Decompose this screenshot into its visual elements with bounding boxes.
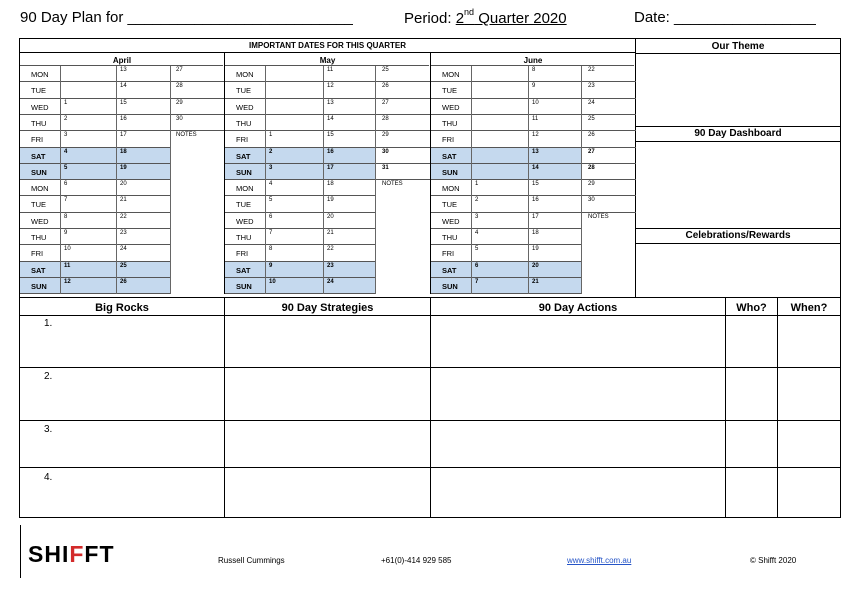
day-number: 19 [327,197,334,204]
day-number: 14 [532,164,539,171]
day-number: 21 [327,230,334,236]
day-number: 5 [64,164,68,171]
day-number: 5 [269,197,273,204]
calendar-day-row [225,180,375,196]
day-number: 6 [64,181,68,188]
calendar-day-row [225,115,375,131]
day-number: 8 [269,246,273,253]
calendar-day-row [225,148,375,164]
period-value [455,7,567,27]
day-number: 29 [588,181,595,188]
day-number: 17 [120,132,127,139]
day-name: THU [236,233,252,242]
calendar-day-row [20,229,170,245]
calendar-day-row [225,131,375,147]
day-number: 30 [588,197,595,204]
calendar-day-row [20,164,170,180]
notes-label: NOTES [588,213,609,220]
day-name: SUN [442,167,458,177]
day-number: 1 [475,181,479,188]
day-number: 24 [327,278,334,285]
day-number: 30 [176,115,183,122]
day-name: THU [442,118,458,128]
day-number: 8 [64,213,68,220]
day-number: 7 [64,197,68,204]
day-name: MON [442,70,460,79]
plan-row-rule-1 [20,367,841,368]
day-number: 22 [327,246,334,253]
plan-row-rule-2 [20,420,841,421]
col-divider-who [725,298,726,518]
day-name: SUN [236,167,252,177]
calendar-day-row [431,66,581,82]
day-number: 13 [532,148,539,155]
day-name: TUE [442,200,457,210]
calendar-col-line [265,66,266,294]
period-suffix: nd [464,7,475,17]
day-number: 16 [532,197,539,204]
dashboard-title: 90 Day Dashboard [694,128,782,139]
day-number: 25 [120,262,127,269]
day-number: 15 [327,132,334,139]
calendar-day-row [431,278,581,294]
day-number: 29 [176,99,183,106]
footer-copyright: © Shifft 2020 [750,556,797,565]
day-name: SAT [31,265,46,275]
period-ordinal: 2 [455,10,465,27]
calendar-day-row [431,213,581,229]
day-number: 12 [327,83,334,90]
calendar-day-row [225,229,375,245]
calendar-day-row [431,245,581,261]
period-field [404,9,567,27]
calendar-col-line [375,66,376,294]
footer-name: Russell Cummings [218,556,285,565]
day-number: 10 [269,278,276,285]
calendar-day-row [431,131,581,147]
footer-phone: +61(0)-414 929 585 [381,556,452,565]
calendar-day-row [225,66,375,82]
dashboard-top-rule [636,126,840,127]
day-number: 10 [64,246,71,253]
calendar-day-row [225,245,375,261]
calendar-row-rule [20,293,170,294]
day-number: 27 [382,99,389,106]
our-theme-title: Our Theme [711,41,765,52]
day-number: 9 [532,83,536,90]
calendar-day-row [20,82,170,98]
calendar-col-line [581,66,582,294]
day-number: 23 [120,230,127,236]
day-number: 28 [176,83,183,90]
day-number: 22 [588,67,595,73]
day-number: 12 [64,278,71,285]
day-number: 26 [120,278,127,285]
calendar-day-row [225,196,375,212]
calendar-day-row [20,131,170,147]
calendar-day-row [225,278,375,294]
calendar-day-row [20,99,170,115]
day-name: FRI [31,249,44,259]
day-number: 2 [269,148,273,155]
day-name: TUE [236,86,251,96]
day-number: 3 [269,164,273,171]
day-name: SUN [442,281,458,291]
day-name: WED [236,102,254,112]
day-number: 4 [269,181,273,188]
calendar-day-row [20,245,170,261]
notes-label: NOTES [382,181,403,188]
day-number: 26 [588,132,595,139]
calendar-col-line [323,66,324,294]
day-number: 16 [327,148,334,155]
calendar-col-line [471,66,472,294]
day-number: 21 [532,278,539,285]
day-number: 17 [327,164,334,171]
day-number: 18 [327,181,334,188]
calendar-day-row [20,213,170,229]
celebrations-top-rule [636,228,840,229]
day-name: TUE [236,200,251,210]
day-name: MON [31,70,49,79]
day-name: THU [236,118,252,128]
calendar-day-row [225,99,375,115]
calendar-day-row [431,82,581,98]
day-name: WED [31,102,49,112]
day-number: 13 [120,67,127,73]
big-rock-3-number: 3. [44,424,53,435]
period-label: Period: [404,10,456,27]
day-number: 18 [120,148,127,155]
calendar-row-rule [225,293,375,294]
day-number: 15 [120,99,127,106]
month-title-may: May [319,56,336,65]
day-number: 19 [532,246,539,253]
day-number: 20 [532,262,539,269]
calendar-day-row [225,262,375,278]
day-name: SUN [31,281,47,291]
day-number: 1 [64,99,68,106]
day-name: FRI [236,135,249,145]
day-number: 27 [176,67,183,73]
day-number: 11 [64,262,71,269]
calendar-col-line [60,66,61,294]
big-rocks-header: Big Rocks [95,302,149,314]
calendar-day-row [431,229,581,245]
day-number: 9 [64,230,68,236]
notes-label: NOTES [176,132,197,139]
calendar-col-line [116,66,117,294]
day-name: WED [236,216,254,226]
calendar-day-row [431,115,581,131]
footer-divider [20,525,21,578]
strategies-header: 90 Day Strategies [281,302,374,314]
calendar-day-row [20,180,170,196]
day-number: 7 [475,278,479,285]
calendar-day-row [20,196,170,212]
day-number: 14 [120,83,127,90]
day-number: 15 [532,181,539,188]
day-name: MON [31,184,49,194]
day-number: 22 [120,213,127,220]
calendar-day-row [431,99,581,115]
day-name: SUN [31,167,47,177]
day-number: 10 [532,99,539,106]
day-name: MON [442,184,460,194]
calendar-day-row [431,196,581,212]
day-number: 25 [588,115,595,122]
day-number: 11 [532,115,539,122]
day-name: TUE [31,200,46,210]
day-number: 3 [64,132,68,139]
big-rock-2-number: 2. [44,371,53,382]
calendar-day-row [225,213,375,229]
month-title-june: June [523,56,543,65]
day-number: 9 [269,262,273,269]
calendar-day-row [20,278,170,294]
calendar-day-row [431,180,581,196]
day-number: 5 [475,246,479,253]
day-name: TUE [31,86,46,96]
day-number: 26 [382,83,389,90]
col-divider-strategies [224,298,225,518]
day-number: 24 [588,99,595,106]
plan-header-rule [20,315,841,316]
day-number: 25 [382,67,389,73]
plan-row-rule-3 [20,467,841,468]
day-number: 2 [475,197,479,204]
big-rock-4-number: 4. [44,472,53,483]
day-number: 27 [588,148,595,155]
important-dates-title: IMPORTANT DATES FOR THIS QUARTER [248,41,407,50]
day-number: 28 [382,115,389,122]
day-name: WED [442,216,460,226]
month-title-april: April [112,56,132,65]
day-number: 20 [327,213,334,220]
big-rock-1-number: 1. [44,318,53,329]
day-number: 31 [382,164,389,171]
day-number: 6 [269,213,273,220]
day-number: 14 [327,115,334,122]
day-name: SAT [442,265,457,275]
sidebar-divider [635,38,636,298]
actions-header: 90 Day Actions [538,302,618,314]
day-number: 24 [120,246,127,253]
footer-website-link[interactable]: www.shifft.com.au [567,556,632,565]
day-number: 13 [327,99,334,106]
day-number: 8 [532,67,536,73]
calendar-day-row [225,164,375,180]
day-name: SAT [236,151,251,161]
col-divider-actions [430,298,431,518]
plan-for-label: 90 Day Plan for ___________________________ [20,9,353,26]
day-number: 28 [588,164,595,171]
calendar-day-row [20,115,170,131]
day-number: 4 [475,230,479,236]
day-number: 4 [64,148,68,155]
calendar-day-row [431,262,581,278]
day-number: 19 [120,164,127,171]
period-quarter: Quarter 2020 [474,10,567,27]
day-number: 16 [120,115,127,122]
day-number: 23 [588,83,595,90]
day-number: 3 [475,213,479,220]
calendar-col-line [170,66,171,294]
day-name: THU [31,118,47,128]
day-number: 6 [475,262,479,269]
date-label: Date: _________________ [634,9,816,26]
calendar-day-row [20,262,170,278]
col-divider-when [777,298,778,518]
day-name: FRI [442,249,455,259]
day-number: 7 [269,230,273,236]
calendar-row-rule [431,293,581,294]
theme-rule [636,53,840,54]
day-number: 29 [382,132,389,139]
calendar-title-rule [20,52,635,53]
day-number: 1 [269,132,273,139]
day-number: 30 [382,148,389,155]
calendar-day-row [20,66,170,82]
calendar-col-line [528,66,529,294]
day-name: MON [236,184,254,194]
dashboard-rule [636,141,840,142]
celebrations-rule [636,243,840,244]
day-number: 20 [120,181,127,188]
day-number: 23 [327,262,334,269]
day-number: 18 [532,230,539,236]
day-name: TUE [442,86,457,96]
calendar-day-row [225,82,375,98]
day-name: FRI [442,135,455,145]
day-name: THU [31,233,47,242]
day-name: SAT [31,151,46,161]
day-name: FRI [236,249,249,259]
shifft-logo: SHIFFT [28,541,115,567]
celebrations-title: Celebrations/Rewards [685,230,791,241]
when-header: When? [790,302,828,314]
who-header: Who? [736,302,767,314]
day-name: SAT [442,151,457,161]
calendar-day-row [431,164,581,180]
day-name: WED [31,216,49,226]
day-name: SAT [236,265,251,275]
calendar-day-row [20,148,170,164]
day-number: 2 [64,115,68,122]
calendar-day-row [431,148,581,164]
day-name: SUN [236,281,252,291]
day-name: THU [442,233,458,242]
day-number: 21 [120,197,127,204]
day-name: FRI [31,135,44,145]
day-number: 11 [327,67,334,73]
day-number: 17 [532,213,539,220]
day-name: WED [442,102,460,112]
day-number: 12 [532,132,539,139]
day-name: MON [236,70,254,79]
